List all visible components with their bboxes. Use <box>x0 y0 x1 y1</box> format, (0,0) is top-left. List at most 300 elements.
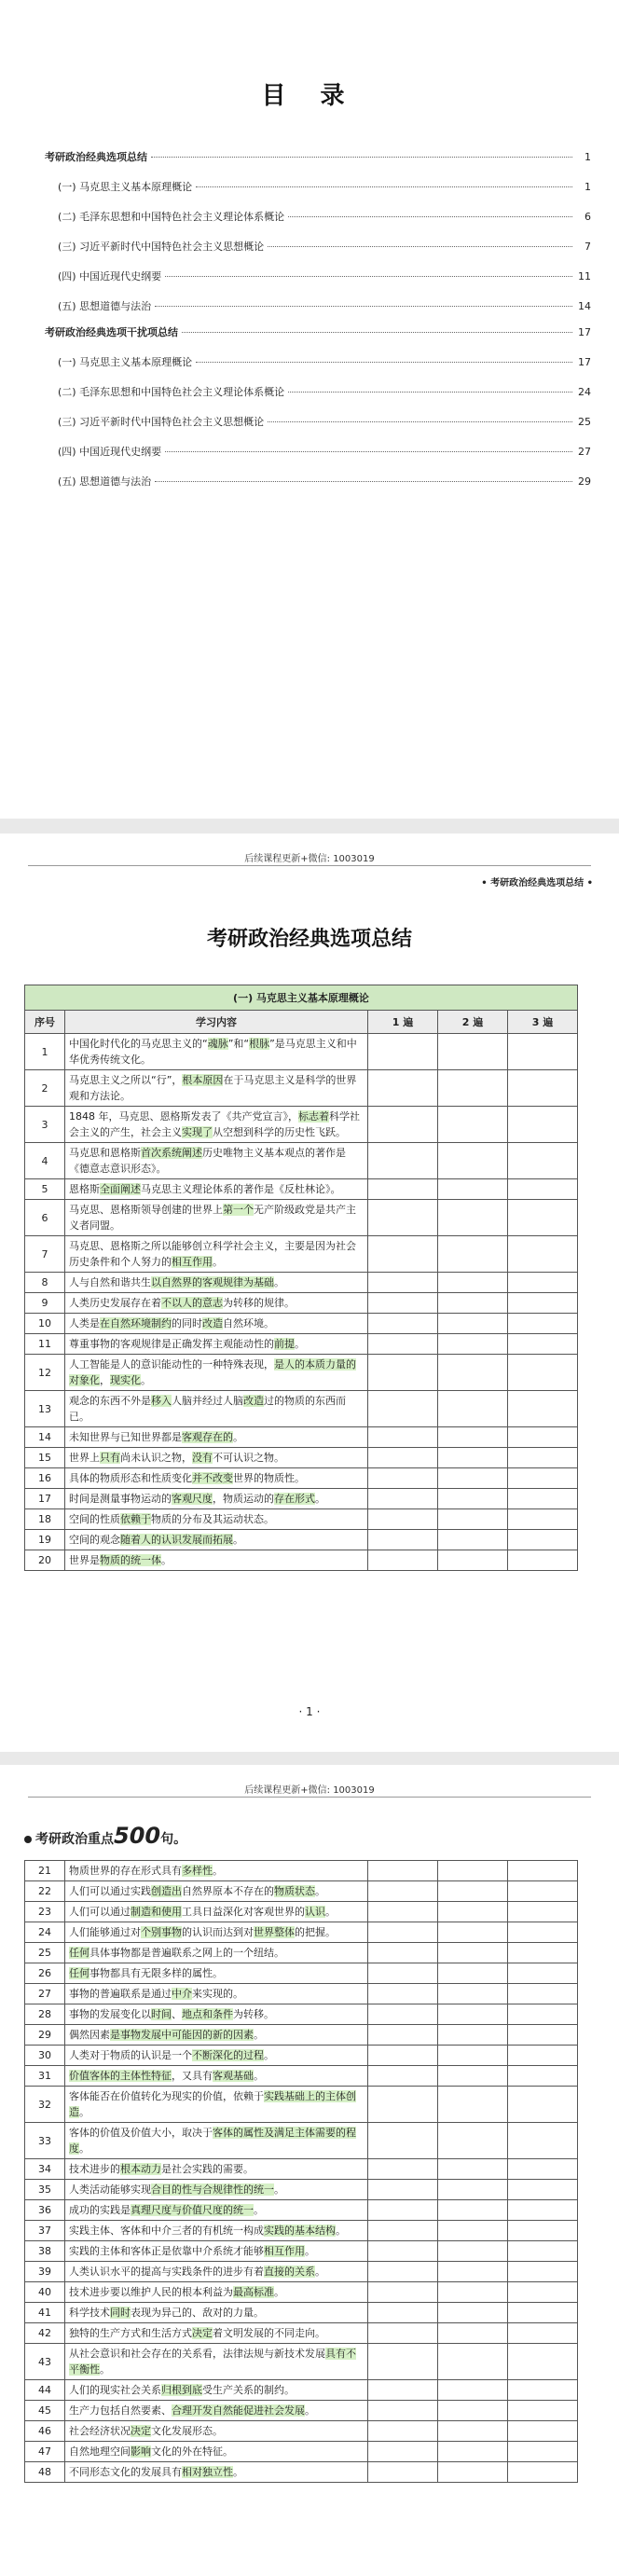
text-segment: 客体能否在价值转化为现实的价值，依赖于 <box>69 2090 264 2102</box>
row-number: 29 <box>25 2025 65 2046</box>
pass-3-checkbox-cell[interactable] <box>508 2046 578 2066</box>
pass-2-checkbox-cell[interactable] <box>438 1179 508 1200</box>
text-segment: 。 <box>315 1493 325 1505</box>
pass-3-checkbox-cell[interactable] <box>508 2344 578 2380</box>
pass-2-checkbox-cell[interactable] <box>438 1448 508 1468</box>
pass-1-checkbox-cell[interactable] <box>368 1179 438 1200</box>
pass-1-checkbox-cell[interactable] <box>368 1902 438 1922</box>
row-number: 10 <box>25 1314 65 1334</box>
pass-2-checkbox-cell[interactable] <box>438 2462 508 2483</box>
text-segment: 。 <box>305 2245 315 2257</box>
col-header-content: 学习内容 <box>65 1011 368 1034</box>
text-segment: 空间的观念 <box>69 1534 120 1546</box>
table-row <box>25 1922 578 1943</box>
pass-1-checkbox-cell[interactable] <box>368 2401 438 2421</box>
pass-2-checkbox-cell[interactable] <box>438 1273 508 1293</box>
highlighted-text: 物质状态 <box>274 1885 315 1897</box>
highlighted-text: 具有不平衡性 <box>69 2348 356 2376</box>
pass-2-checkbox-cell[interactable] <box>438 1943 508 1963</box>
table-row <box>25 1314 578 1334</box>
text-segment: 。 <box>213 1865 223 1877</box>
pass-3-checkbox-cell[interactable] <box>508 1509 578 1530</box>
text-segment: 。 <box>274 2183 284 2196</box>
highlighted-text: 客观基础 <box>213 2070 254 2082</box>
pass-3-checkbox-cell[interactable] <box>508 2200 578 2221</box>
pass-1-checkbox-cell[interactable] <box>368 1273 438 1293</box>
row-content <box>65 2180 368 2200</box>
toc-entry[interactable] <box>45 179 591 198</box>
row-content <box>65 2462 368 2483</box>
pass-1-checkbox-cell[interactable] <box>368 1861 438 1881</box>
pass-3-checkbox-cell[interactable] <box>508 2303 578 2323</box>
pass-1-checkbox-cell[interactable] <box>368 2180 438 2200</box>
pass-1-checkbox-cell[interactable] <box>368 2025 438 2046</box>
table-row <box>25 1200 578 1236</box>
highlighted-text: 是事物发展中可能因的新的因素 <box>110 2029 254 2041</box>
pass-3-checkbox-cell[interactable] <box>508 2180 578 2200</box>
row-content <box>65 2344 368 2380</box>
pass-3-checkbox-cell[interactable] <box>508 2380 578 2401</box>
row-number: 8 <box>25 1273 65 1293</box>
table-caption: (一) 马克思主义基本原理概论 <box>25 985 578 1011</box>
pass-1-checkbox-cell[interactable] <box>368 1143 438 1179</box>
pass-3-checkbox-cell[interactable] <box>508 2241 578 2262</box>
highlighted-text: 合目的性与合规律性的统一 <box>151 2183 274 2196</box>
pass-3-checkbox-cell[interactable] <box>508 2401 578 2421</box>
row-number: 42 <box>25 2323 65 2344</box>
pass-2-checkbox-cell[interactable] <box>438 2380 508 2401</box>
pass-1-checkbox-cell[interactable] <box>368 1550 438 1571</box>
row-number: 1 <box>25 1034 65 1070</box>
highlighted-text: 相互作用 <box>264 2245 305 2257</box>
text-segment: 自然界原本不存在的 <box>182 1885 274 1897</box>
row-content <box>65 1391 368 1427</box>
pass-1-checkbox-cell[interactable] <box>368 2221 438 2241</box>
toc-entry-label: (一) 马克思主义基本原理概论 <box>58 356 193 368</box>
table-row <box>25 1448 578 1468</box>
pass-1-checkbox-cell[interactable] <box>368 2066 438 2087</box>
row-number: 15 <box>25 1448 65 1468</box>
row-content <box>65 2123 368 2159</box>
toc-entry[interactable] <box>45 444 591 462</box>
toc-entry-label: (三) 习近平新时代中国特色社会主义思想概论 <box>58 416 265 428</box>
pass-2-checkbox-cell[interactable] <box>438 1391 508 1427</box>
table-row <box>25 2200 578 2221</box>
pass-1-checkbox-cell[interactable] <box>368 2123 438 2159</box>
highlighted-text: 客观尺度 <box>172 1493 213 1505</box>
pass-3-checkbox-cell[interactable] <box>508 2221 578 2241</box>
pass-3-checkbox-cell[interactable] <box>508 1922 578 1943</box>
toc-entry[interactable] <box>45 269 591 287</box>
row-number: 5 <box>25 1179 65 1200</box>
highlighted-text: 制造和使用 <box>131 1906 182 1918</box>
pass-3-checkbox-cell[interactable] <box>508 2159 578 2180</box>
toc-entry[interactable] <box>45 239 591 257</box>
pass-2-checkbox-cell[interactable] <box>438 2004 508 2025</box>
pass-2-checkbox-cell[interactable] <box>438 1902 508 1922</box>
text-segment: 文化发展形态。 <box>151 2425 223 2437</box>
text-segment: 马克思、恩格斯领导创建的世界上 <box>69 1204 223 1216</box>
pass-1-checkbox-cell[interactable] <box>368 2380 438 2401</box>
pass-2-checkbox-cell[interactable] <box>438 1509 508 1530</box>
toc-entry[interactable] <box>45 414 591 433</box>
highlighted-text: 最高标准 <box>233 2286 274 2298</box>
pass-3-checkbox-cell[interactable] <box>508 2087 578 2123</box>
table-row <box>25 2323 578 2344</box>
study-table <box>24 985 578 1571</box>
pass-3-checkbox-cell[interactable] <box>508 2442 578 2462</box>
toc-list <box>45 149 591 492</box>
pass-3-checkbox-cell[interactable] <box>508 2282 578 2303</box>
row-content <box>65 1943 368 1963</box>
pass-3-checkbox-cell[interactable] <box>508 1355 578 1391</box>
row-content <box>65 2221 368 2241</box>
pass-3-checkbox-cell[interactable] <box>508 1334 578 1355</box>
pass-3-checkbox-cell[interactable] <box>508 1070 578 1107</box>
toc-entry[interactable] <box>45 384 591 403</box>
highlighted-text: 世界整体 <box>254 1926 295 1938</box>
text-segment: ， <box>100 1374 110 1386</box>
pass-2-checkbox-cell[interactable] <box>438 2401 508 2421</box>
pass-3-checkbox-cell[interactable] <box>508 1902 578 1922</box>
pass-3-checkbox-cell[interactable] <box>508 2025 578 2046</box>
toc-entry-page: 24 <box>578 386 591 398</box>
pass-2-checkbox-cell[interactable] <box>438 2323 508 2344</box>
pass-2-checkbox-cell[interactable] <box>438 2241 508 2262</box>
pass-3-checkbox-cell[interactable] <box>508 1273 578 1293</box>
pass-3-checkbox-cell[interactable] <box>508 1107 578 1143</box>
row-content <box>65 2323 368 2344</box>
pass-3-checkbox-cell[interactable] <box>508 2323 578 2344</box>
text-segment: 的把握。 <box>295 1926 336 1938</box>
pass-1-checkbox-cell[interactable] <box>368 1509 438 1530</box>
toc-entry[interactable] <box>45 354 591 373</box>
pass-2-checkbox-cell[interactable] <box>438 2123 508 2159</box>
text-segment: 中国化时代化的马克思主义的“ <box>69 1038 208 1050</box>
row-number: 26 <box>25 1963 65 1984</box>
pass-2-checkbox-cell[interactable] <box>438 1143 508 1179</box>
pass-2-checkbox-cell[interactable] <box>438 1922 508 1943</box>
row-content <box>65 1236 368 1273</box>
pass-1-checkbox-cell[interactable] <box>368 1334 438 1355</box>
highlighted-text: 影响 <box>131 2445 151 2458</box>
pass-1-checkbox-cell[interactable] <box>368 1530 438 1550</box>
toc-entry[interactable] <box>45 149 591 168</box>
pass-2-checkbox-cell[interactable] <box>438 1489 508 1509</box>
pass-3-checkbox-cell[interactable] <box>508 1489 578 1509</box>
pass-1-checkbox-cell[interactable] <box>368 2087 438 2123</box>
text-segment: 马克思、恩格斯之所以能够创立科学社会主义，主要是因为社会历史条件和个人努力的 <box>69 1240 356 1268</box>
text-segment: 人脑并经过人脑 <box>172 1395 243 1407</box>
toc-entry-label: 考研政治经典选项总结 <box>45 151 147 163</box>
text-segment: 恩格斯 <box>69 1183 100 1195</box>
pass-1-checkbox-cell[interactable] <box>368 1034 438 1070</box>
pass-2-checkbox-cell[interactable] <box>438 2282 508 2303</box>
row-content <box>65 1550 368 1571</box>
pass-2-checkbox-cell[interactable] <box>438 2344 508 2380</box>
text-segment: 实践主体、客体和中介三者的有机统一构成 <box>69 2225 264 2237</box>
text-segment: 。 <box>274 1276 284 1288</box>
table-row <box>25 1334 578 1355</box>
row-number: 20 <box>25 1550 65 1571</box>
table-row <box>25 2066 578 2087</box>
pass-1-checkbox-cell[interactable] <box>368 1314 438 1334</box>
text-segment: 人们可以通过实践 <box>69 1885 151 1897</box>
pass-1-checkbox-cell[interactable] <box>368 2442 438 2462</box>
row-number: 7 <box>25 1236 65 1273</box>
highlighted-text: 第一个 <box>223 1204 254 1216</box>
highlighted-text: 没有 <box>192 1452 213 1464</box>
text-segment: 。 <box>233 2466 243 2478</box>
pass-3-checkbox-cell[interactable] <box>508 1391 578 1427</box>
highlighted-text: 随着人的认识发展而拓展 <box>120 1534 233 1546</box>
pass-2-checkbox-cell[interactable] <box>438 1236 508 1273</box>
text-segment: 空间的性质 <box>69 1513 120 1525</box>
pass-1-checkbox-cell[interactable] <box>368 1984 438 2004</box>
pass-1-checkbox-cell[interactable] <box>368 2200 438 2221</box>
pass-1-checkbox-cell[interactable] <box>368 1070 438 1107</box>
pass-1-checkbox-cell[interactable] <box>368 1355 438 1391</box>
pass-3-checkbox-cell[interactable] <box>508 1984 578 2004</box>
pass-3-checkbox-cell[interactable] <box>508 2462 578 2483</box>
pass-3-checkbox-cell[interactable] <box>508 2123 578 2159</box>
highlighted-text: 认识 <box>305 1906 325 1918</box>
highlighted-text: 不断深化的过程 <box>192 2049 264 2061</box>
pass-1-checkbox-cell[interactable] <box>368 1427 438 1448</box>
pass-3-checkbox-cell[interactable] <box>508 2421 578 2442</box>
row-number: 32 <box>25 2087 65 2123</box>
pass-1-checkbox-cell[interactable] <box>368 2262 438 2282</box>
toc-entry-page: 14 <box>578 300 591 312</box>
pass-2-checkbox-cell[interactable] <box>438 1881 508 1902</box>
pass-3-checkbox-cell[interactable] <box>508 1314 578 1334</box>
text-segment: 人工智能是人的意识能动性的一种特殊表现， <box>69 1358 274 1371</box>
page-header: 后续课程更新+微信: 1003019 <box>244 1785 375 1796</box>
row-content <box>65 2241 368 2262</box>
text-segment: 。 <box>254 2029 264 2041</box>
pass-2-checkbox-cell[interactable] <box>438 1530 508 1550</box>
text-segment: 为转移。 <box>233 2008 274 2020</box>
toc-leader-dots <box>268 246 572 247</box>
pass-2-checkbox-cell[interactable] <box>438 1550 508 1571</box>
pass-2-checkbox-cell[interactable] <box>438 1355 508 1391</box>
text-segment: 世界上 <box>69 1452 100 1464</box>
pass-1-checkbox-cell[interactable] <box>368 2462 438 2483</box>
pass-2-checkbox-cell[interactable] <box>438 1070 508 1107</box>
pass-3-checkbox-cell[interactable] <box>508 1293 578 1314</box>
pass-3-checkbox-cell[interactable] <box>508 1963 578 1984</box>
text-segment: 科学社会主义的产生，社会主义 <box>69 1110 360 1138</box>
content-page-1 <box>0 833 619 1752</box>
text-segment: 自然地理空间 <box>69 2445 131 2458</box>
pass-3-checkbox-cell[interactable] <box>508 1034 578 1070</box>
pass-1-checkbox-cell[interactable] <box>368 1943 438 1963</box>
row-number: 18 <box>25 1509 65 1530</box>
pass-2-checkbox-cell[interactable] <box>438 1984 508 2004</box>
pass-2-checkbox-cell[interactable] <box>438 2421 508 2442</box>
pass-1-checkbox-cell[interactable] <box>368 1293 438 1314</box>
toc-entry-label: (四) 中国近现代史纲要 <box>58 446 162 458</box>
page-title: 考研政治经典选项总结 <box>206 927 412 951</box>
pass-2-checkbox-cell[interactable] <box>438 2066 508 2087</box>
toc-entry[interactable] <box>45 298 591 317</box>
pass-1-checkbox-cell[interactable] <box>368 2004 438 2025</box>
highlighted-text: 同时 <box>110 2307 131 2319</box>
highlighted-text: 直接的关系 <box>264 2266 315 2278</box>
pass-1-checkbox-cell[interactable] <box>368 1468 438 1489</box>
row-content <box>65 1489 368 1509</box>
table-row <box>25 2282 578 2303</box>
pass-1-checkbox-cell[interactable] <box>368 2159 438 2180</box>
pass-3-checkbox-cell[interactable] <box>508 1143 578 1179</box>
text-segment: 物质世界的存在形式具有 <box>69 1865 182 1877</box>
text-segment: 。 <box>141 1374 151 1386</box>
table-row <box>25 1984 578 2004</box>
pass-3-checkbox-cell[interactable] <box>508 1530 578 1550</box>
pass-1-checkbox-cell[interactable] <box>368 2303 438 2323</box>
highlighted-text: 以自然界的客观规律为基础 <box>151 1276 274 1288</box>
pass-1-checkbox-cell[interactable] <box>368 1236 438 1273</box>
text-segment: 来实现的。 <box>192 1988 243 2000</box>
text-segment: 人类认识水平的提高与实践条件的进步有着 <box>69 2266 264 2278</box>
pass-3-checkbox-cell[interactable] <box>508 1468 578 1489</box>
text-segment: 过的物质的东西而已。 <box>69 1395 346 1423</box>
highlighted-text: 实践基础上的主体创造 <box>69 2090 356 2118</box>
row-number: 44 <box>25 2380 65 2401</box>
header-divider <box>28 1797 591 1798</box>
section-tag: • 考研政治经典选项总结 • <box>481 878 593 889</box>
pass-1-checkbox-cell[interactable] <box>368 1448 438 1468</box>
pass-2-checkbox-cell[interactable] <box>438 1293 508 1314</box>
pass-1-checkbox-cell[interactable] <box>368 1200 438 1236</box>
toc-leader-dots <box>196 186 572 187</box>
row-content <box>65 1314 368 1334</box>
row-content <box>65 1334 368 1355</box>
toc-entry[interactable] <box>45 474 591 492</box>
pass-3-checkbox-cell[interactable] <box>508 1179 578 1200</box>
pass-3-checkbox-cell[interactable] <box>508 1448 578 1468</box>
row-number: 46 <box>25 2421 65 2442</box>
toc-entry-page: 1 <box>585 151 591 163</box>
text-segment: 工具日益深化对客观世界的 <box>182 1906 305 1918</box>
pass-2-checkbox-cell[interactable] <box>438 1963 508 1984</box>
pass-2-checkbox-cell[interactable] <box>438 2159 508 2180</box>
pass-2-checkbox-cell[interactable] <box>438 2442 508 2462</box>
pass-1-checkbox-cell[interactable] <box>368 1489 438 1509</box>
highlighted-text: 多样性 <box>182 1865 213 1877</box>
toc-entry-label: (二) 毛泽东思想和中国特色社会主义理论体系概论 <box>58 211 285 223</box>
pass-3-checkbox-cell[interactable] <box>508 1200 578 1236</box>
text-segment: 不同形态文化的发展具有 <box>69 2466 182 2478</box>
table-row <box>25 2221 578 2241</box>
pass-2-checkbox-cell[interactable] <box>438 1107 508 1143</box>
pass-2-checkbox-cell[interactable] <box>438 2303 508 2323</box>
pass-3-checkbox-cell[interactable] <box>508 2066 578 2087</box>
text-segment: 物质的分布及其运动状态。 <box>151 1513 274 1525</box>
toc-leader-dots <box>288 392 572 393</box>
text-segment: 事物的普遍联系是通过 <box>69 1988 172 2000</box>
toc-entry-page: 11 <box>578 270 591 282</box>
pass-1-checkbox-cell[interactable] <box>368 2421 438 2442</box>
highlighted-text: 价值客体的主体性特征 <box>69 2070 172 2082</box>
pass-2-checkbox-cell[interactable] <box>438 1468 508 1489</box>
highlighted-text: 归根到底 <box>161 2384 202 2396</box>
text-segment: 。 <box>233 1431 243 1443</box>
pass-3-checkbox-cell[interactable] <box>508 2262 578 2282</box>
text-segment: 是社会实践的需要。 <box>161 2163 254 2175</box>
highlighted-text: 根本动力 <box>120 2163 161 2175</box>
table-row <box>25 2159 578 2180</box>
text-segment: 科学技术 <box>69 2307 110 2319</box>
highlighted-text: 前提 <box>274 1338 295 1350</box>
toc-entry[interactable] <box>45 209 591 227</box>
pass-2-checkbox-cell[interactable] <box>438 2200 508 2221</box>
pass-1-checkbox-cell[interactable] <box>368 1391 438 1427</box>
pass-3-checkbox-cell[interactable] <box>508 1881 578 1902</box>
text-segment: 1848 年，马克思、恩格斯发表了《共产党宣言》， <box>69 1110 298 1123</box>
pass-2-checkbox-cell[interactable] <box>438 1200 508 1236</box>
text-segment: 。 <box>161 1554 172 1566</box>
pass-3-checkbox-cell[interactable] <box>508 1427 578 1448</box>
col-header-no: 序号 <box>25 1011 65 1034</box>
highlighted-text: 任何 <box>69 1967 89 1979</box>
table-row <box>25 2025 578 2046</box>
pass-1-checkbox-cell[interactable] <box>368 2282 438 2303</box>
row-number: 2 <box>25 1070 65 1107</box>
pass-3-checkbox-cell[interactable] <box>508 2004 578 2025</box>
pass-2-checkbox-cell[interactable] <box>438 2262 508 2282</box>
pass-2-checkbox-cell[interactable] <box>438 2025 508 2046</box>
pass-1-checkbox-cell[interactable] <box>368 1922 438 1943</box>
pass-2-checkbox-cell[interactable] <box>438 2221 508 2241</box>
pass-2-checkbox-cell[interactable] <box>438 1314 508 1334</box>
pass-3-checkbox-cell[interactable] <box>508 1550 578 1571</box>
pass-3-checkbox-cell[interactable] <box>508 1861 578 1881</box>
row-content <box>65 2442 368 2462</box>
pass-2-checkbox-cell[interactable] <box>438 2046 508 2066</box>
pass-1-checkbox-cell[interactable] <box>368 2241 438 2262</box>
text-segment: 从空想到科学的历史性飞跃。 <box>213 1126 346 1138</box>
pass-2-checkbox-cell[interactable] <box>438 2087 508 2123</box>
pass-2-checkbox-cell[interactable] <box>438 1861 508 1881</box>
highlighted-text: 依赖于 <box>120 1513 151 1525</box>
pass-1-checkbox-cell[interactable] <box>368 2046 438 2066</box>
pass-2-checkbox-cell[interactable] <box>438 1334 508 1355</box>
row-number: 45 <box>25 2401 65 2421</box>
pass-1-checkbox-cell[interactable] <box>368 1107 438 1143</box>
row-number: 27 <box>25 1984 65 2004</box>
text-segment: ”和“ <box>227 1038 250 1050</box>
col-header-pass-1: 1 遍 <box>368 1011 438 1034</box>
pass-3-checkbox-cell[interactable] <box>508 1943 578 1963</box>
pass-1-checkbox-cell[interactable] <box>368 1881 438 1902</box>
text-segment: 。 <box>100 2363 110 2376</box>
row-content <box>65 1200 368 1236</box>
pass-2-checkbox-cell[interactable] <box>438 1034 508 1070</box>
pass-1-checkbox-cell[interactable] <box>368 1963 438 1984</box>
table-row <box>25 1468 578 1489</box>
text-segment: 马克思主义之所以“行”， <box>69 1074 183 1086</box>
pass-1-checkbox-cell[interactable] <box>368 2323 438 2344</box>
table-row <box>25 2344 578 2380</box>
text-segment: 。 <box>315 1885 325 1897</box>
text-segment: 无产阶级政党是共产主义者同盟。 <box>69 1204 356 1232</box>
pass-3-checkbox-cell[interactable] <box>508 1236 578 1273</box>
pass-1-checkbox-cell[interactable] <box>368 2344 438 2380</box>
pass-2-checkbox-cell[interactable] <box>438 2180 508 2200</box>
toc-entry[interactable] <box>45 324 591 343</box>
pass-2-checkbox-cell[interactable] <box>438 1427 508 1448</box>
